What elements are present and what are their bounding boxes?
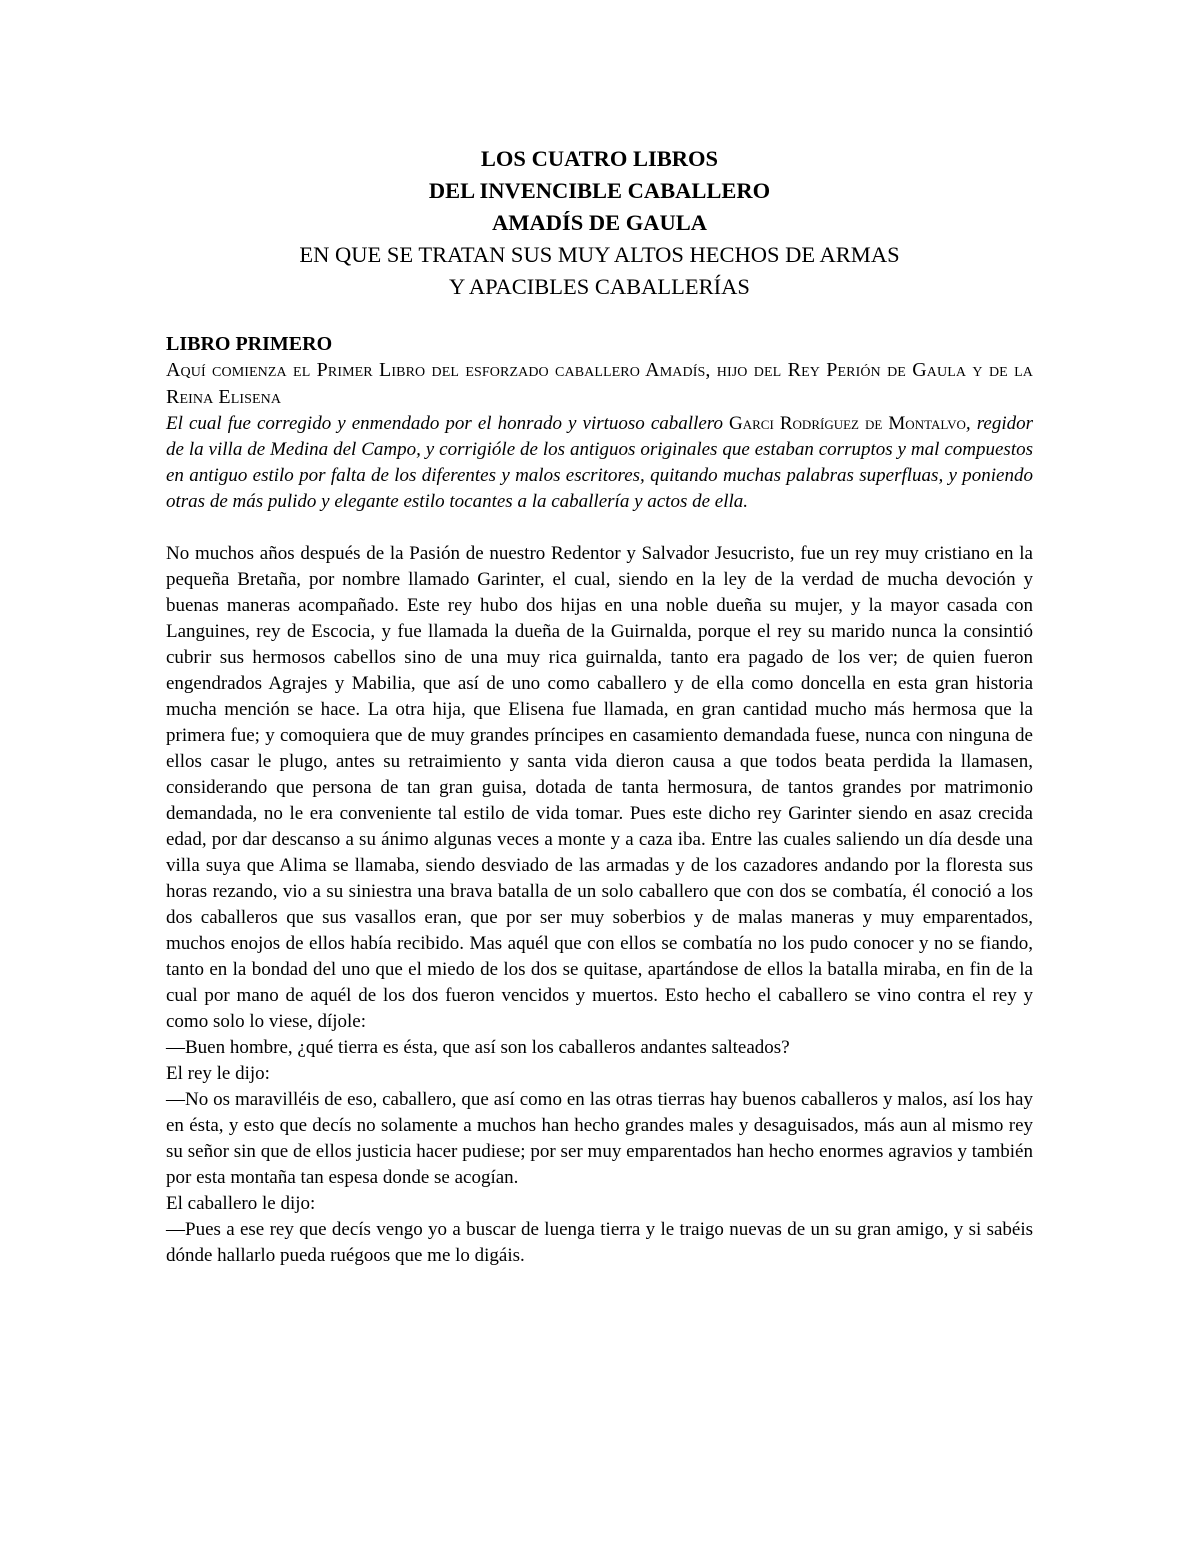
- dialogue-line: —No os maravilléis de eso, caballero, que así como en las otras tierras hay buenos caballeros y malos, así los hay en ésta, y esto que decís no solamente a muchos han hecho grandes males y desaguisados, más aun al mismo rey su señor sin que de ellos justicia hacer pudiese; por ser muy emparentados han hecho enormes agravios y también por esta montaña tan espesa donde se acogían.: [166, 1089, 1033, 1188]
- title-line-2: DEL INVENCIBLE CABALLERO: [428, 178, 771, 203]
- body-paragraph: No muchos años después de la Pasión de nuestro Redentor y Salvador Jesucristo, fue un rey muy cristiano en la pequeña Bretaña, por nombre llamado Garinter, el cual, siendo en la ley de la verdad de mucha devoción y buenas maneras acompañado. Este rey hubo dos hijas en una noble dueña su mujer, y la mayor casada con Languines, rey de Escocia, y fue llamada la dueña de la Guirnalda, porque el rey su marido nunca la consintió cubrir sus hermosos cabellos sino de una muy rica guirnalda, tanto era pagado de los ver; de quien fueron engendrados Agrajes y Mabilia, que así de uno como caballero y de ella como doncella en esta gran historia mucha mención se hace. La otra hija, que Elisena fue llamada, en gran cantidad mucho más hermosa que la primera fue; y comoquiera que de muy grandes príncipes en casamiento demandada fuese, nunca con ninguna de ellos casar le plugo, antes su retraimiento y santa vida dieron causa a que todos beata perdida la llamasen, considerando que persona de tan gran guisa, dotada de tanta hermosura, de tantos grandes por matrimonio demandada, no le era conveniente tal estilo de vida tomar. Pues este dicho rey Garinter siendo en asaz crecida edad, por dar descanso a su ánimo algunas veces a monte y a caza iba. Entre las cuales saliendo un día desde una villa suya que Alima se llamaba, siendo desviado de las armadas y de los cazadores andando por la floresta sus horas rezando, vio a su siniestra una brava batalla de un solo caballero que con dos se combatía, él conoció a los dos caballeros que sus vasallos eran, que por ser muy soberbios y de malas maneras y muy emparentados, muchos enojos de ellos había recibido. Mas aquél que con ellos se combatía no los pudo conocer y no se fiando, tanto en la bondad del uno que el miedo de los dos se quitase, apartándose de ellos la batalla miraba, en fin de la cual por mano de aquél de los dos fueron vencidos y muertos. Esto hecho el caballero se vino contra el rey y como solo lo viese, díjole:: [166, 543, 1033, 1032]
- intro-text-part-1: El cual fue corregido y enmendado por el honrado y virtuoso caballero: [166, 413, 730, 434]
- intro-author-name: Garci Rodríguez de Montalvo: [729, 413, 966, 434]
- dialogue-tag: El caballero le dijo:: [166, 1193, 316, 1214]
- title-line-1: LOS CUATRO LIBROS: [480, 146, 719, 171]
- document-page: [166, 143, 1033, 1269]
- title-block: [166, 143, 1033, 303]
- chapter-heading: Aquí comienza el Primer Libro del esforzado caballero Amadís, hijo del Rey Perión de Gaula y de la Reina Elisena: [166, 359, 1033, 408]
- title-line-3: AMADÍS DE GAULA: [491, 210, 707, 235]
- subtitle-line-1: EN QUE SE TRATAN SUS MUY ALTOS HECHOS DE ARMAS: [299, 242, 900, 267]
- intro-text-part-2: , regidor de la villa de Medina del Campo, y corrigióle de los antiguos originales que estaban corruptos y mal compuestos en antiguo estilo por falta de los diferentes y malos escritores, quitando muchas palabras superfluas, y poniendo otras de más pulido y elegante estilo tocantes a la caballería y actos de ella.: [166, 413, 1034, 512]
- dialogue-line: —Pues a ese rey que decís vengo yo a buscar de luenga tierra y le traigo nuevas de un su gran amigo, y si sabéis dónde hallarlo pueda ruégoos que me lo digáis.: [166, 1219, 1033, 1266]
- body-text: [166, 541, 1033, 1269]
- subtitle-line-2: Y APACIBLES CABALLERÍAS: [449, 274, 750, 299]
- intro-paragraph: [166, 411, 1033, 515]
- dialogue-line: —Buen hombre, ¿qué tierra es ésta, que así son los caballeros andantes salteados?: [166, 1037, 790, 1058]
- dialogue-tag: El rey le dijo:: [166, 1063, 270, 1084]
- book-heading: LIBRO PRIMERO: [166, 333, 333, 355]
